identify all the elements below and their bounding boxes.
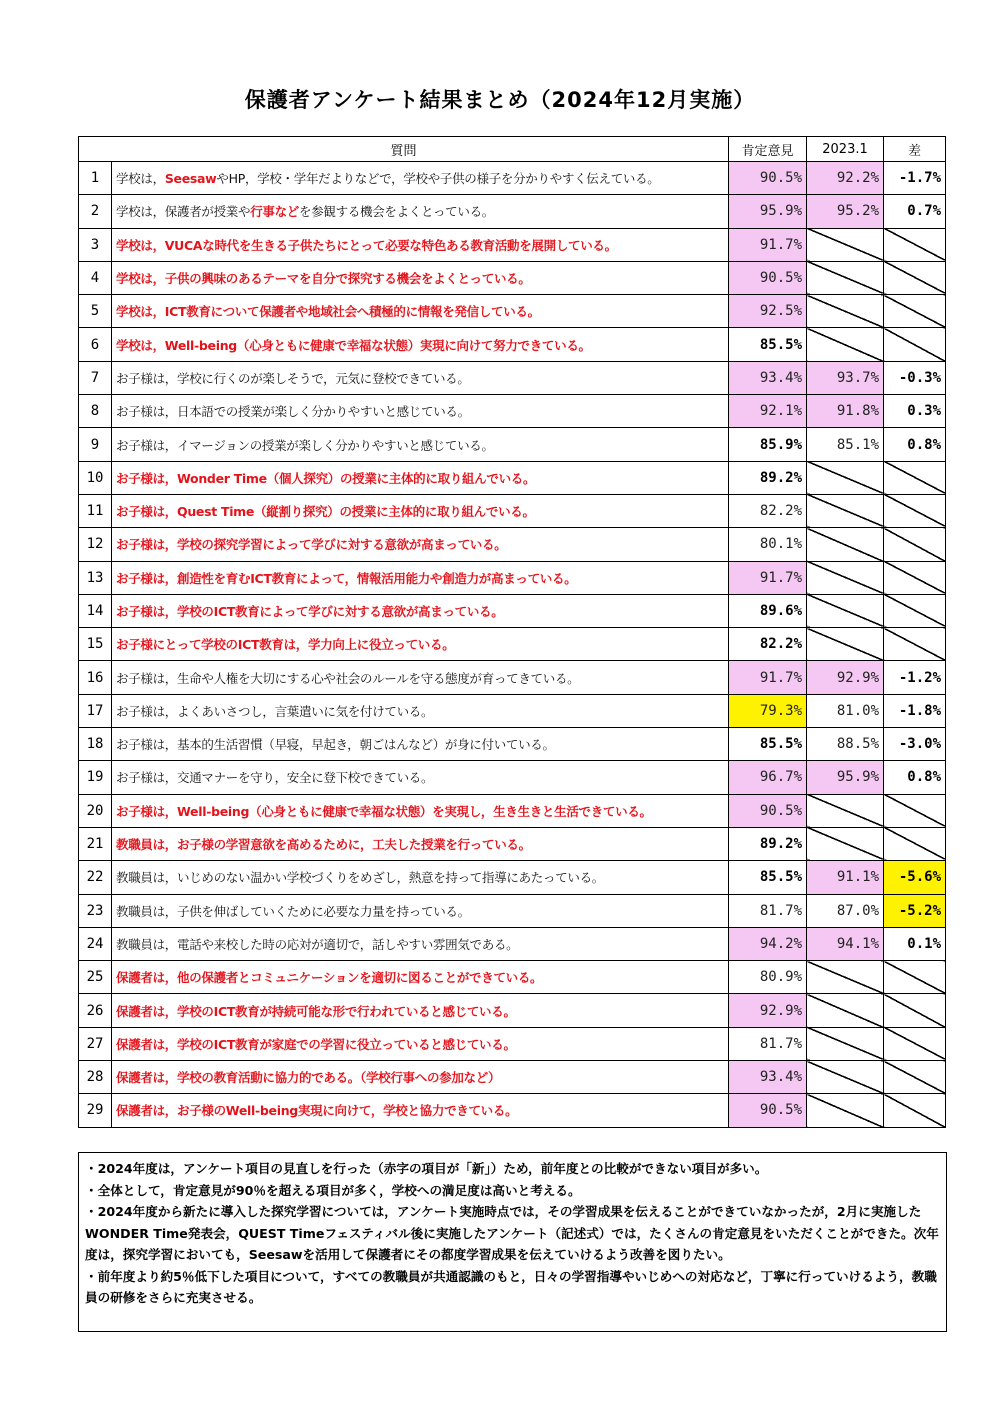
- row-number: 11: [79, 494, 112, 527]
- table-row: [79, 195, 946, 228]
- diff-value-na: [884, 594, 946, 627]
- note-line: ・2024年度は，アンケート項目の見直しを行った（赤字の項目が「新」）ため，前年度との比較ができない項目が多い。: [85, 1161, 768, 1176]
- prev-rate-na: [807, 961, 884, 994]
- table-row: [79, 162, 946, 195]
- prev-rate: 88.5%: [807, 728, 884, 761]
- prev-rate: 95.9%: [807, 761, 884, 794]
- diff-value: 0.3%: [884, 395, 946, 428]
- row-number: 7: [79, 361, 112, 394]
- table-row: [79, 794, 946, 827]
- diff-value-na: [884, 1027, 946, 1060]
- diff-value: -0.3%: [884, 361, 946, 394]
- row-number: 17: [79, 694, 112, 727]
- table-row: [79, 594, 946, 627]
- row-number: 20: [79, 794, 112, 827]
- table-row: [79, 295, 946, 328]
- question-text: お子様は，学校に行くのが楽しそうで，元気に登校できている。: [112, 361, 729, 394]
- question-text: お子様は，イマージョンの授業が楽しく分かりやすいと感じている。: [112, 428, 729, 461]
- positive-rate: 91.7%: [729, 561, 807, 594]
- question-text: 学校は，VUCAな時代を生きる子供たちにとって必要な特色ある教育活動を展開している。: [112, 228, 729, 261]
- page-title: 保護者アンケート結果まとめ（2024年12月実施）: [244, 88, 756, 112]
- survey-results-table: [78, 136, 946, 1128]
- diff-value-na: [884, 261, 946, 294]
- positive-rate: 92.1%: [729, 395, 807, 428]
- diff-value-na: [884, 1094, 946, 1127]
- row-number: 15: [79, 628, 112, 661]
- table-row: [79, 994, 946, 1027]
- row-number: 26: [79, 994, 112, 1027]
- row-number: 5: [79, 295, 112, 328]
- question-text: [112, 195, 729, 228]
- prev-rate-na: [807, 261, 884, 294]
- positive-rate: 85.5%: [729, 861, 807, 894]
- row-number: 4: [79, 261, 112, 294]
- table-row: [79, 861, 946, 894]
- row-number: 23: [79, 894, 112, 927]
- question-text-part: 学校は，: [116, 171, 165, 187]
- question-text: 学校は，ICT教育について保護者や地域社会へ積極的に情報を発信している。: [112, 295, 729, 328]
- question-text-part: を参観する機会をよくとっている。: [299, 204, 494, 220]
- diff-value: -5.6%: [884, 861, 946, 894]
- header-question: 質問: [79, 137, 729, 162]
- header-positive: 肯定意見: [729, 137, 807, 162]
- header-diff: 差: [884, 137, 946, 162]
- question-text: お子様は，交通マナーを守り，安全に登下校できている。: [112, 761, 729, 794]
- question-text: 学校は，Well-being（心身ともに健康で幸福な状態）実現に向けて努力できている。: [112, 328, 729, 361]
- question-text: 教職員は，お子様の学習意欲を高めるために，工夫した授業を行っている。: [112, 827, 729, 860]
- prev-rate-na: [807, 295, 884, 328]
- diff-value-na: [884, 994, 946, 1027]
- table-row: [79, 361, 946, 394]
- table-row: [79, 428, 946, 461]
- table-row: [79, 561, 946, 594]
- question-text-part: 学校は，保護者が授業や: [116, 204, 251, 220]
- row-number: 25: [79, 961, 112, 994]
- positive-rate: 81.7%: [729, 1027, 807, 1060]
- table-row: [79, 761, 946, 794]
- positive-rate: 95.9%: [729, 195, 807, 228]
- table-row: [79, 927, 946, 960]
- note-line: ・2024年度から新たに導入した探究学習については，アンケート実施時点では，その学習成果を伝えることができていなかったが，2月に実施したWONDER Time発表会，QUEST Timeフェスティバル後に実施したアンケート（記述式）では，たくさんの肯定意見をいただくことができた。次年度は，探究学習においても，Seesawを活用して保護者にその都度学習成果を伝えていけるよう改善を図りたい。: [85, 1204, 939, 1262]
- diff-value-na: [884, 561, 946, 594]
- diff-value-na: [884, 494, 946, 527]
- question-text: 保護者は，学校の教育活動に協力的である。（学校行事への参加など）: [112, 1061, 729, 1094]
- row-number: 27: [79, 1027, 112, 1060]
- table-row: [79, 395, 946, 428]
- prev-rate-na: [807, 827, 884, 860]
- prev-rate-na: [807, 994, 884, 1027]
- positive-rate: 93.4%: [729, 361, 807, 394]
- header-prev: 2023.1: [807, 137, 884, 162]
- table-row: [79, 1094, 946, 1127]
- row-number: 19: [79, 761, 112, 794]
- positive-rate: 89.2%: [729, 461, 807, 494]
- question-text: お子様は，Wonder Time（個人探究）の授業に主体的に取り組んでいる。: [112, 461, 729, 494]
- question-text: お子様は，基本的生活習慣（早寝，早起き，朝ごはんなど）が身に付いている。: [112, 728, 729, 761]
- diff-value-na: [884, 461, 946, 494]
- question-text: 教職員は，いじめのない温かい学校づくりをめざし，熱意を持って指導にあたっている。: [112, 861, 729, 894]
- row-number: 16: [79, 661, 112, 694]
- prev-rate: 81.0%: [807, 694, 884, 727]
- question-text: 保護者は，学校のICT教育が持続可能な形で行われていると感じている。: [112, 994, 729, 1027]
- prev-rate: 85.1%: [807, 428, 884, 461]
- diff-value-na: [884, 628, 946, 661]
- question-text: 学校は，子供の興味のあるテーマを自分で探究する機会をよくとっている。: [112, 261, 729, 294]
- prev-rate-na: [807, 1027, 884, 1060]
- positive-rate: 96.7%: [729, 761, 807, 794]
- question-text: 保護者は，他の保護者とコミュニケーションを適切に図ることができている。: [112, 961, 729, 994]
- table-row: [79, 827, 946, 860]
- diff-value: -3.0%: [884, 728, 946, 761]
- row-number: 1: [79, 162, 112, 195]
- row-number: 3: [79, 228, 112, 261]
- positive-rate: 80.1%: [729, 528, 807, 561]
- diff-value: 0.1%: [884, 927, 946, 960]
- prev-rate: 94.1%: [807, 927, 884, 960]
- row-number: 18: [79, 728, 112, 761]
- positive-rate: 92.9%: [729, 994, 807, 1027]
- positive-rate: 90.5%: [729, 162, 807, 195]
- diff-value: -1.8%: [884, 694, 946, 727]
- note-line: ・前年度より約5％低下した項目について，すべての教職員が共通認識のもと，日々の学習指導やいじめへの対応など，丁寧に行っていけるよう，教職員の研修をさらに充実させる。: [85, 1268, 937, 1305]
- question-text: お子様は，学校のICT教育によって学びに対する意欲が高まっている。: [112, 594, 729, 627]
- table-row: [79, 1027, 946, 1060]
- table-header-row: [79, 137, 946, 162]
- prev-rate-na: [807, 1094, 884, 1127]
- prev-rate: 92.2%: [807, 162, 884, 195]
- question-text: 教職員は，電話や来校した時の応対が適切で，話しやすい雰囲気である。: [112, 927, 729, 960]
- positive-rate: 90.5%: [729, 261, 807, 294]
- table-row: [79, 528, 946, 561]
- prev-rate-na: [807, 628, 884, 661]
- row-number: 13: [79, 561, 112, 594]
- diff-value-na: [884, 328, 946, 361]
- prev-rate-na: [807, 594, 884, 627]
- prev-rate-na: [807, 494, 884, 527]
- row-number: 22: [79, 861, 112, 894]
- row-number: 14: [79, 594, 112, 627]
- positive-rate: 92.5%: [729, 295, 807, 328]
- row-number: 29: [79, 1094, 112, 1127]
- diff-value: -1.2%: [884, 661, 946, 694]
- positive-rate: 80.9%: [729, 961, 807, 994]
- table-row: [79, 661, 946, 694]
- question-text: 保護者は，学校のICT教育が家庭での学習に役立っていると感じている。: [112, 1027, 729, 1060]
- row-number: 9: [79, 428, 112, 461]
- row-number: 10: [79, 461, 112, 494]
- diff-value-na: [884, 794, 946, 827]
- question-text-highlight: 行事など: [250, 204, 300, 220]
- question-text: お子様は，Quest Time（縦割り探究）の授業に主体的に取り組んでいる。: [112, 494, 729, 527]
- prev-rate-na: [807, 794, 884, 827]
- table-row: [79, 961, 946, 994]
- positive-rate: 85.9%: [729, 428, 807, 461]
- table-row: [79, 261, 946, 294]
- table-row: [79, 894, 946, 927]
- prev-rate-na: [807, 1061, 884, 1094]
- positive-rate: 82.2%: [729, 494, 807, 527]
- question-text: お子様は，日本語での授業が楽しく分かりやすいと感じている。: [112, 395, 729, 428]
- diff-value-na: [884, 1061, 946, 1094]
- question-text: お子様は，Well-being（心身ともに健康で幸福な状態）を実現し，生き生きと生活できている。: [112, 794, 729, 827]
- prev-rate: 93.7%: [807, 361, 884, 394]
- diff-value-na: [884, 228, 946, 261]
- positive-rate: 89.2%: [729, 827, 807, 860]
- question-text: お子様は，学校の探究学習によって学びに対する意欲が高まっている。: [112, 528, 729, 561]
- question-text: お子様は，よくあいさつし，言葉遣いに気を付けている。: [112, 694, 729, 727]
- table-row: [79, 461, 946, 494]
- positive-rate: 82.2%: [729, 628, 807, 661]
- row-number: 6: [79, 328, 112, 361]
- table-row: [79, 628, 946, 661]
- table-row: [79, 494, 946, 527]
- prev-rate: 87.0%: [807, 894, 884, 927]
- diff-value: 0.7%: [884, 195, 946, 228]
- table-row: [79, 1061, 946, 1094]
- positive-rate: 91.7%: [729, 661, 807, 694]
- positive-rate: 90.5%: [729, 794, 807, 827]
- question-text-part: やHP，学校・学年だよりなどで，学校や子供の様子を分かりやすく伝えている。: [216, 171, 660, 187]
- positive-rate: 93.4%: [729, 1061, 807, 1094]
- positive-rate: 81.7%: [729, 894, 807, 927]
- diff-value-na: [884, 827, 946, 860]
- positive-rate: 94.2%: [729, 927, 807, 960]
- prev-rate-na: [807, 228, 884, 261]
- row-number: 21: [79, 827, 112, 860]
- question-text: お子様にとって学校のICT教育は，学力向上に役立っている。: [112, 628, 729, 661]
- diff-value-na: [884, 295, 946, 328]
- prev-rate: 92.9%: [807, 661, 884, 694]
- row-number: 28: [79, 1061, 112, 1094]
- row-number: 8: [79, 395, 112, 428]
- row-number: 2: [79, 195, 112, 228]
- note-line: ・全体として，肯定意見が90％を超える項目が多く，学校への満足度は高いと考える。: [85, 1182, 581, 1198]
- table-row: [79, 694, 946, 727]
- table-row: [79, 728, 946, 761]
- positive-rate: 79.3%: [729, 694, 807, 727]
- diff-value-na: [884, 528, 946, 561]
- prev-rate: 91.8%: [807, 395, 884, 428]
- table-row: [79, 228, 946, 261]
- question-text: お子様は，生命や人権を大切にする心や社会のルールを守る態度が育ってきている。: [112, 661, 729, 694]
- question-text: 教職員は，子供を伸ばしていくために必要な力量を持っている。: [112, 894, 729, 927]
- summary-notes: [78, 1152, 947, 1332]
- table-row: [79, 328, 946, 361]
- diff-value: 0.8%: [884, 761, 946, 794]
- question-text: [112, 162, 729, 195]
- diff-value: -1.7%: [884, 162, 946, 195]
- prev-rate-na: [807, 528, 884, 561]
- diff-value-na: [884, 961, 946, 994]
- row-number: 12: [79, 528, 112, 561]
- question-text: お子様は，創造性を育むICT教育によって，情報活用能力や創造力が高まっている。: [112, 561, 729, 594]
- prev-rate-na: [807, 461, 884, 494]
- question-text-highlight: Seesaw: [164, 171, 217, 187]
- prev-rate-na: [807, 328, 884, 361]
- prev-rate: 91.1%: [807, 861, 884, 894]
- row-number: 24: [79, 927, 112, 960]
- positive-rate: 85.5%: [729, 328, 807, 361]
- positive-rate: 90.5%: [729, 1094, 807, 1127]
- positive-rate: 85.5%: [729, 728, 807, 761]
- prev-rate: 95.2%: [807, 195, 884, 228]
- diff-value: 0.8%: [884, 428, 946, 461]
- prev-rate-na: [807, 561, 884, 594]
- positive-rate: 89.6%: [729, 594, 807, 627]
- question-text: 保護者は，お子様のWell-being実現に向けて，学校と協力できている。: [112, 1094, 729, 1127]
- positive-rate: 91.7%: [729, 228, 807, 261]
- diff-value: -5.2%: [884, 894, 946, 927]
